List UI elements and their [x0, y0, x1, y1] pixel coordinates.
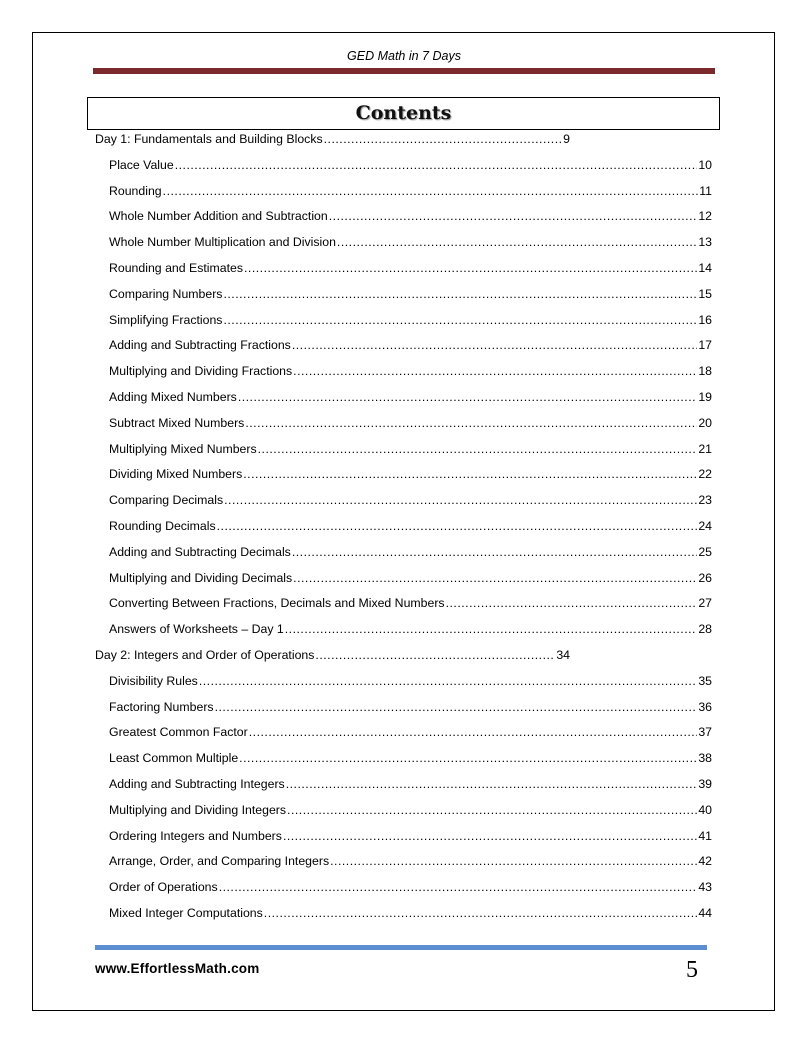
toc-entry[interactable]	[109, 750, 712, 766]
toc-entry-page: 41	[698, 829, 712, 843]
toc-entry-label: Adding and Subtracting Fractions	[109, 338, 291, 352]
toc-entry-page: 10	[698, 158, 712, 172]
toc-entry-page: 14	[698, 261, 712, 275]
toc-entry-label: Whole Number Addition and Subtraction	[109, 209, 328, 223]
toc-entry[interactable]	[109, 415, 712, 431]
toc-leader-dots	[293, 363, 697, 379]
toc-leader-dots	[163, 183, 699, 199]
toc-entry-page: 20	[698, 416, 712, 430]
toc-entry-page: 26	[698, 571, 712, 585]
toc-day-entry[interactable]	[95, 131, 570, 147]
toc-leader-dots	[215, 699, 698, 715]
toc-entry-label: Multiplying and Dividing Fractions	[109, 364, 293, 378]
toc-day-entry[interactable]	[95, 647, 570, 663]
toc-entry-label: Factoring Numbers	[109, 700, 214, 714]
toc-entry-page: 24	[698, 519, 712, 533]
toc-leader-dots	[283, 828, 697, 844]
toc-entry[interactable]	[109, 492, 712, 508]
toc-entry-label: Day 1: Fundamentals and Building Blocks	[95, 132, 323, 146]
toc-entry-label: Converting Between Fractions, Decimals and Mixed Numbers	[109, 596, 445, 610]
toc-entry-page: 18	[698, 364, 712, 378]
toc-entry-label: Mixed Integer Computations	[109, 906, 263, 920]
toc-entry-label: Comparing Decimals	[109, 493, 224, 507]
toc-entry[interactable]	[109, 441, 712, 457]
toc-entry[interactable]	[109, 570, 712, 586]
footer-website[interactable]: www.EffortlessMath.com	[95, 961, 260, 976]
toc-entry[interactable]	[109, 621, 712, 637]
toc-entry-label: Least Common Multiple	[109, 751, 239, 765]
toc-leader-dots	[287, 802, 697, 818]
toc-entry-page: 42	[698, 854, 712, 868]
toc-leader-dots	[258, 441, 698, 457]
toc-entry-page: 37	[698, 725, 712, 739]
toc-entry[interactable]	[109, 724, 712, 740]
toc-entry-page: 43	[698, 880, 712, 894]
toc-leader-dots	[337, 234, 697, 250]
toc-leader-dots	[238, 389, 698, 405]
toc-entry-label: Order of Operations	[109, 880, 218, 894]
toc-entry[interactable]	[109, 312, 712, 328]
toc-entry-label: Adding and Subtracting Integers	[109, 777, 285, 791]
toc-entry[interactable]	[109, 802, 712, 818]
toc-leader-dots	[286, 776, 698, 792]
footer-rule	[95, 945, 707, 950]
toc-entry-label: Adding and Subtracting Decimals	[109, 545, 291, 559]
toc-leader-dots	[239, 750, 697, 766]
page-number: 5	[686, 957, 698, 983]
toc-leader-dots	[285, 621, 698, 637]
toc-leader-dots	[249, 724, 698, 740]
toc-entry-page: 12	[698, 209, 712, 223]
toc-entry-page: 44	[698, 906, 712, 920]
toc-entry[interactable]	[109, 544, 712, 560]
toc-entry-label: Place Value	[109, 158, 174, 172]
toc-leader-dots	[292, 337, 697, 353]
toc-entry[interactable]	[109, 699, 712, 715]
toc-leader-dots	[446, 595, 698, 611]
toc-entry-page: 28	[698, 622, 712, 636]
toc-entry-label: Multiplying and Dividing Decimals	[109, 571, 293, 585]
toc-entry[interactable]	[109, 776, 712, 792]
toc-entry-label: Multiplying Mixed Numbers	[109, 442, 257, 456]
toc-entry-page: 27	[698, 596, 712, 610]
toc-leader-dots	[244, 260, 697, 276]
toc-entry-page: 35	[698, 674, 712, 688]
toc-leader-dots	[199, 673, 697, 689]
toc-entry[interactable]	[109, 286, 712, 302]
toc-entry[interactable]	[109, 466, 712, 482]
toc-entry[interactable]	[109, 879, 712, 895]
toc-entry-page: 15	[698, 287, 712, 301]
toc-entry-page: 16	[698, 313, 712, 327]
toc-entry-label: Rounding	[109, 184, 162, 198]
toc-entry-page: 38	[698, 751, 712, 765]
toc-entry[interactable]	[109, 363, 712, 379]
toc-entry[interactable]	[109, 183, 712, 199]
toc-entry-page: 34	[556, 648, 570, 662]
toc-entry-label: Adding Mixed Numbers	[109, 390, 237, 404]
toc-entry-page: 40	[698, 803, 712, 817]
toc-entry-page: 22	[698, 467, 712, 481]
toc-entry-page: 21	[698, 442, 712, 456]
toc-entry-page: 11	[699, 184, 712, 198]
toc-leader-dots	[224, 492, 697, 508]
toc-entry[interactable]	[109, 260, 712, 276]
toc-entry-page: 39	[698, 777, 712, 791]
toc-entry[interactable]	[109, 595, 712, 611]
toc-entry-page: 19	[698, 390, 712, 404]
toc-entry-page: 36	[698, 700, 712, 714]
toc-entry-label: Multiplying and Dividing Integers	[109, 803, 287, 817]
toc-entry-label: Comparing Numbers	[109, 287, 223, 301]
toc-entry[interactable]	[109, 518, 712, 534]
toc-entry[interactable]	[109, 828, 712, 844]
toc-leader-dots	[292, 544, 697, 560]
toc-leader-dots	[293, 570, 697, 586]
toc-entry-page: 25	[698, 545, 712, 559]
toc-entry[interactable]	[109, 853, 712, 869]
toc-leader-dots	[217, 518, 698, 534]
toc-entry-page: 23	[698, 493, 712, 507]
toc-entry-page: 9	[563, 132, 570, 146]
toc-entry-label: Simplifying Fractions	[109, 313, 223, 327]
toc-leader-dots	[219, 879, 698, 895]
toc-entry-label: Day 2: Integers and Order of Operations	[95, 648, 315, 662]
toc-entry-label: Whole Number Multiplication and Division	[109, 235, 336, 249]
toc-leader-dots	[223, 312, 697, 328]
toc-leader-dots	[175, 157, 698, 173]
toc-entry[interactable]	[109, 389, 712, 405]
toc-entry[interactable]	[109, 673, 712, 689]
toc-leader-dots	[315, 647, 555, 663]
toc-entry-label: Rounding and Estimates	[109, 261, 243, 275]
toc-leader-dots	[264, 905, 698, 921]
toc-leader-dots	[330, 853, 697, 869]
running-header-title: GED Math in 7 Days	[347, 49, 461, 63]
toc-entry-label: Ordering Integers and Numbers	[109, 829, 282, 843]
contents-heading: Contents	[355, 102, 452, 124]
toc-leader-dots	[243, 466, 697, 482]
toc-entry-label: Subtract Mixed Numbers	[109, 416, 245, 430]
toc-entry-label: Arrange, Order, and Comparing Integers	[109, 854, 330, 868]
toc-entry[interactable]	[109, 157, 712, 173]
toc-leader-dots	[329, 208, 698, 224]
toc-entry-label: Greatest Common Factor	[109, 725, 248, 739]
toc-leader-dots	[245, 415, 697, 431]
toc-entry-label: Dividing Mixed Numbers	[109, 467, 243, 481]
toc-leader-dots	[223, 286, 697, 302]
toc-entry-page: 17	[698, 338, 712, 352]
toc-entry[interactable]	[109, 337, 712, 353]
toc-entry-label: Rounding Decimals	[109, 519, 216, 533]
toc-entry-label: Divisibility Rules	[109, 674, 198, 688]
toc-entry-page: 13	[698, 235, 712, 249]
toc-entry[interactable]	[109, 905, 712, 921]
toc-entry-label: Answers of Worksheets – Day 1	[109, 622, 284, 636]
toc-leader-dots	[324, 131, 563, 147]
toc-entry[interactable]	[109, 234, 712, 250]
toc-entry[interactable]	[109, 208, 712, 224]
